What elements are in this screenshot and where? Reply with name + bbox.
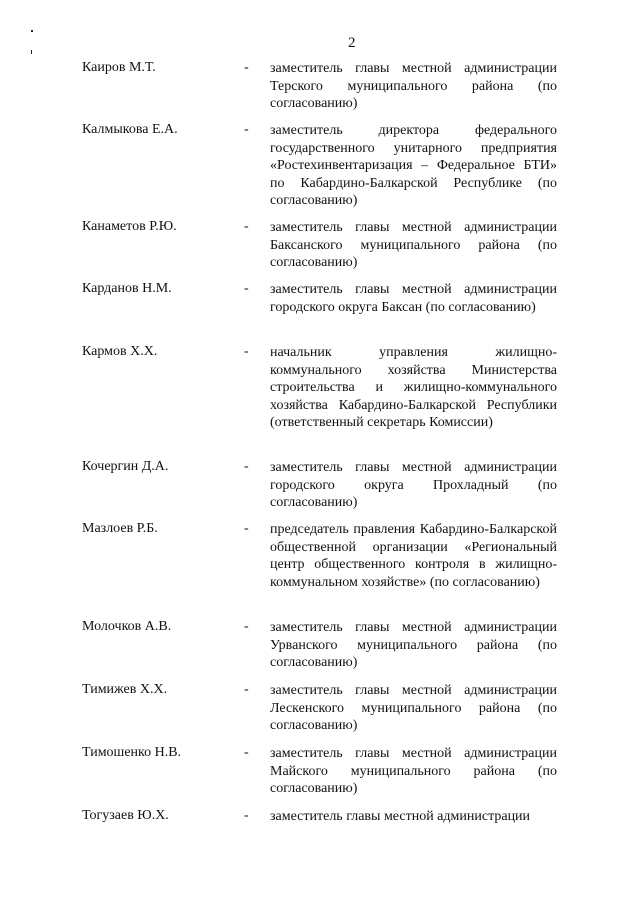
dash-separator: - [244, 60, 249, 75]
member-role: председатель правления Кабардино-Балкарской общественной организации «Региональный центр общественного контроля в жилищно-коммунальном хозяйстве» (по согласованию) [270, 522, 557, 590]
dash-separator: - [244, 281, 249, 296]
member-name: Тимошенко Н.В. [82, 745, 182, 760]
member-role: заместитель главы местной администрации городского округа Прохладный (по согласованию) [270, 460, 557, 510]
page-number: 2 [348, 35, 356, 51]
member-role: заместитель главы местной администрации Терского муниципального района (по согласованию) [270, 61, 557, 111]
member-role: заместитель директора федерального государственного унитарного предприятия «Ростехинвентаризация – Федеральное БТИ» по Кабардино-Балкарской Республике (по согласованию) [270, 123, 557, 208]
member-role: заместитель главы местной администрации Баксанского муниципального района (по согласованию) [270, 220, 557, 270]
dash-separator: - [244, 745, 249, 760]
member-role: заместитель главы местной администрации Лескенского муниципального района (по согласованию) [270, 683, 557, 733]
dash-separator: - [244, 344, 249, 359]
member-name: Тогузаев Ю.Х. [82, 808, 169, 823]
member-name: Молочков А.В. [82, 619, 172, 634]
dash-separator: - [244, 619, 249, 634]
member-role: заместитель главы местной администрации [270, 809, 531, 824]
scan-mark [31, 30, 33, 32]
dash-separator: - [244, 122, 249, 137]
member-name: Мазлоев Р.Б. [82, 521, 158, 536]
dash-separator: - [244, 521, 249, 536]
member-role: заместитель главы местной администрации Майского муниципального района (по согласованию) [270, 746, 557, 796]
member-name: Кармов Х.Х. [82, 344, 158, 359]
member-name: Кочергин Д.А. [82, 459, 169, 474]
dash-separator: - [244, 682, 249, 697]
member-role: заместитель главы местной администрации Урванского муниципального района (по согласованию) [270, 620, 557, 670]
member-name: Тимижев Х.Х. [82, 682, 168, 697]
member-name: Каиров М.Т. [82, 60, 156, 75]
dash-separator: - [244, 219, 249, 234]
scan-mark [31, 50, 32, 54]
member-role: заместитель главы местной администрации городского округа Баксан (по согласованию) [270, 282, 557, 315]
member-name: Калмыкова Е.А. [82, 122, 178, 137]
member-name: Карданов Н.М. [82, 281, 172, 296]
member-name: Канаметов Р.Ю. [82, 219, 177, 234]
member-role: начальник управления жилищно-коммунального хозяйства Министерства строительства и жилищно-коммунального хозяйства Кабардино-Балкарской Республики (ответственный секретарь Комиссии) [270, 345, 557, 430]
dash-separator: - [244, 459, 249, 474]
dash-separator: - [244, 808, 249, 823]
